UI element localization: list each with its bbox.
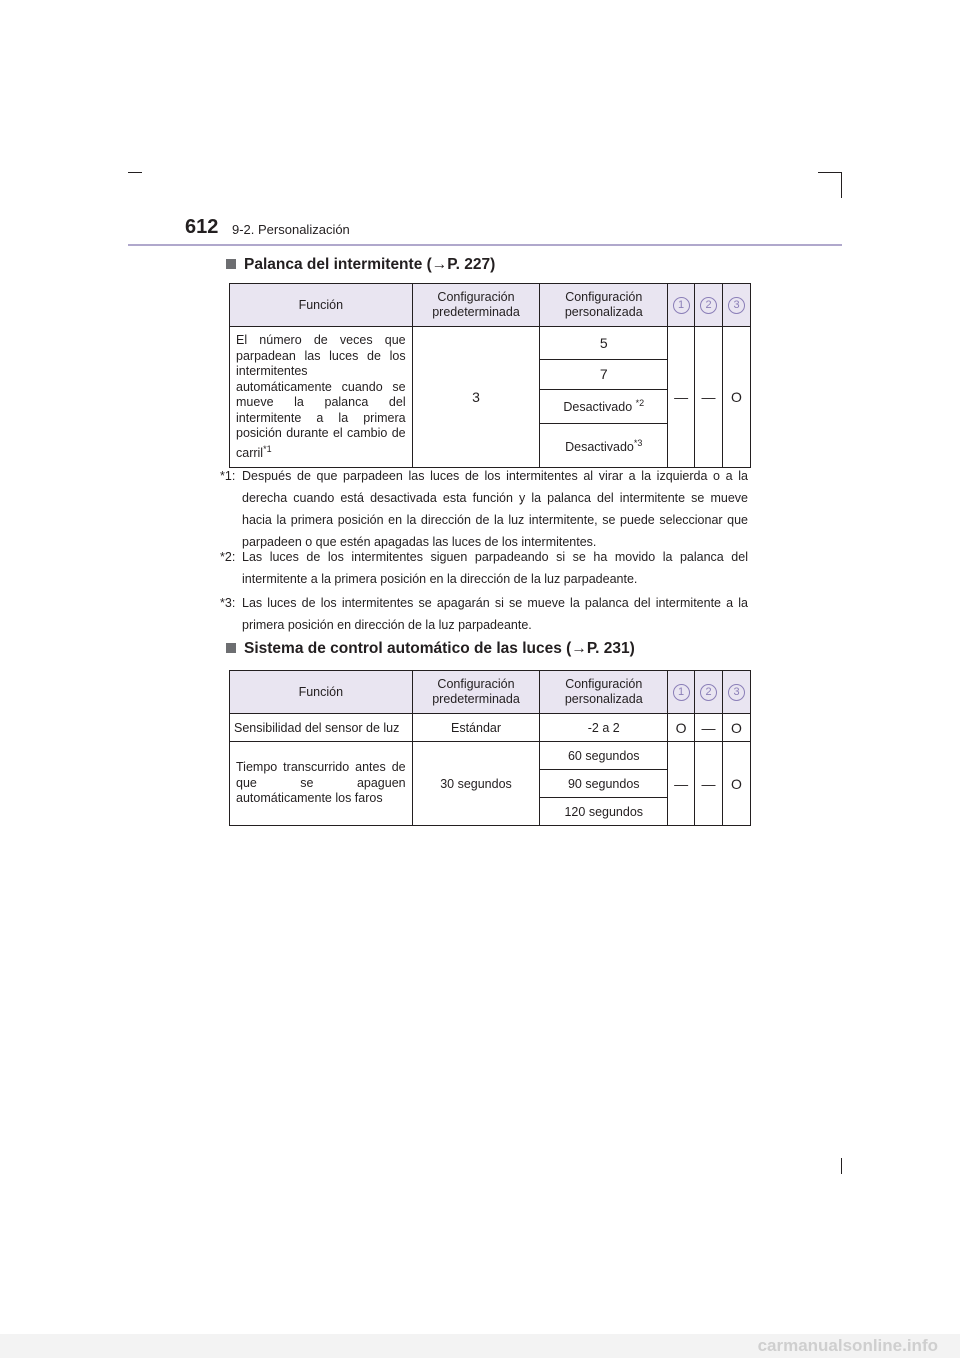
- option-text: Desactivado: [565, 439, 634, 454]
- header-col2: [695, 284, 723, 327]
- header-col3: [723, 671, 751, 714]
- section2-title: Sistema de control automático de las luces (→P. 231): [244, 640, 635, 657]
- col2-cell: —: [695, 742, 723, 826]
- col1-cell: —: [668, 742, 695, 826]
- crop-mark: [128, 172, 142, 173]
- number-3-icon: 3: [728, 684, 745, 701]
- header-col1: [668, 284, 695, 327]
- number-1-icon: 1: [673, 297, 690, 314]
- option-cell: [540, 389, 668, 423]
- option-cell: 60 segundos: [540, 742, 668, 770]
- number-3-icon: 3: [728, 297, 745, 314]
- header-funcion: Función: [230, 671, 413, 714]
- default-cell: Estándar: [412, 714, 540, 742]
- option-cell: 120 segundos: [540, 798, 668, 826]
- function-cell: Sensibilidad del sensor de luz: [230, 714, 413, 742]
- header-default: Configuración predeterminada: [412, 284, 540, 327]
- footnote: [220, 592, 748, 636]
- header-funcion: Función: [230, 284, 413, 327]
- default-cell: 30 segundos: [412, 742, 540, 826]
- option-text: Desactivado: [563, 400, 633, 415]
- footnote-mark: *1:: [220, 469, 236, 483]
- square-bullet-icon: [226, 259, 236, 269]
- number-1-icon: 1: [673, 684, 690, 701]
- col2-cell: —: [695, 714, 723, 742]
- square-bullet-icon: [226, 643, 236, 653]
- col2-cell: —: [695, 327, 723, 468]
- chapter-title: 9-2. Personalización: [232, 222, 350, 237]
- footnote: [220, 465, 748, 549]
- function-cell: [230, 327, 413, 468]
- section-title: [226, 256, 495, 274]
- header-custom: Configuración personalizada: [540, 284, 668, 327]
- crop-mark: [841, 172, 842, 198]
- header-col1: [668, 671, 695, 714]
- footnote-marker: *1: [263, 443, 272, 454]
- footnote-mark: *3:: [220, 596, 236, 610]
- footnote-text: Después de que parpadeen las luces de los intermitentes al virar a la izquierda o a la derecha cuando está desactivada esta función y la palanca del intermitente se mueve hacia la primera posición en la dirección de la luz intermitente, se puede seleccionar que parpadeen o que estén apagadas las luces de los intermitentes.: [242, 469, 748, 549]
- custom-cell: -2 a 2: [540, 714, 668, 742]
- watermark-bar: [0, 1334, 960, 1358]
- default-cell: 3: [412, 327, 540, 468]
- function-text: El número de veces que parpadean las luces de los intermitentes automáticamente cuando se mueve la palanca del intermitente a la primera posición durante el cambio de carril: [236, 333, 406, 460]
- header-rule: [128, 244, 842, 246]
- option-cell: 90 segundos: [540, 770, 668, 798]
- function-cell: Tiempo transcurrido antes de que se apaguen automáticamente los faros: [230, 742, 413, 826]
- col3-cell: O: [723, 742, 751, 826]
- footnote-mark: *2:: [220, 550, 236, 564]
- settings-table-turn-signal: [229, 283, 751, 468]
- watermark-text: carmanualsonline.info: [757, 1336, 938, 1355]
- col3-cell: O: [723, 714, 751, 742]
- footnote-text: Las luces de los intermitentes se apagarán si se mueve la palanca del intermitente a la primera posición en dirección de la luz parpadeante.: [242, 596, 748, 632]
- footnote: [220, 546, 748, 590]
- option-cell: [540, 424, 668, 468]
- header-col2: [695, 671, 723, 714]
- page-number: 612: [185, 216, 219, 238]
- footnote-text: Las luces de los intermitentes siguen parpadeando si se ha movido la palanca del intermitente a la primera posición en la dirección de la luz parpadeante.: [242, 550, 748, 586]
- footnote-marker: *3: [633, 437, 643, 448]
- crop-mark: [841, 1158, 842, 1174]
- crop-mark: [818, 172, 842, 173]
- option-cell: 7: [540, 360, 668, 390]
- col1-cell: —: [668, 327, 695, 468]
- section1-title: Palanca del intermitente (→P. 227): [244, 256, 496, 273]
- col3-cell: O: [723, 327, 751, 468]
- header-custom: Configuración personalizada: [540, 671, 668, 714]
- section-title: [226, 640, 635, 658]
- option-cell: 5: [540, 327, 668, 360]
- col1-cell: O: [668, 714, 695, 742]
- number-2-icon: 2: [700, 297, 717, 314]
- settings-table-auto-lights: [229, 670, 751, 826]
- number-2-icon: 2: [700, 684, 717, 701]
- header-col3: [723, 284, 751, 327]
- footnote-marker: *2: [635, 398, 645, 409]
- header-default: Configuración predeterminada: [412, 671, 540, 714]
